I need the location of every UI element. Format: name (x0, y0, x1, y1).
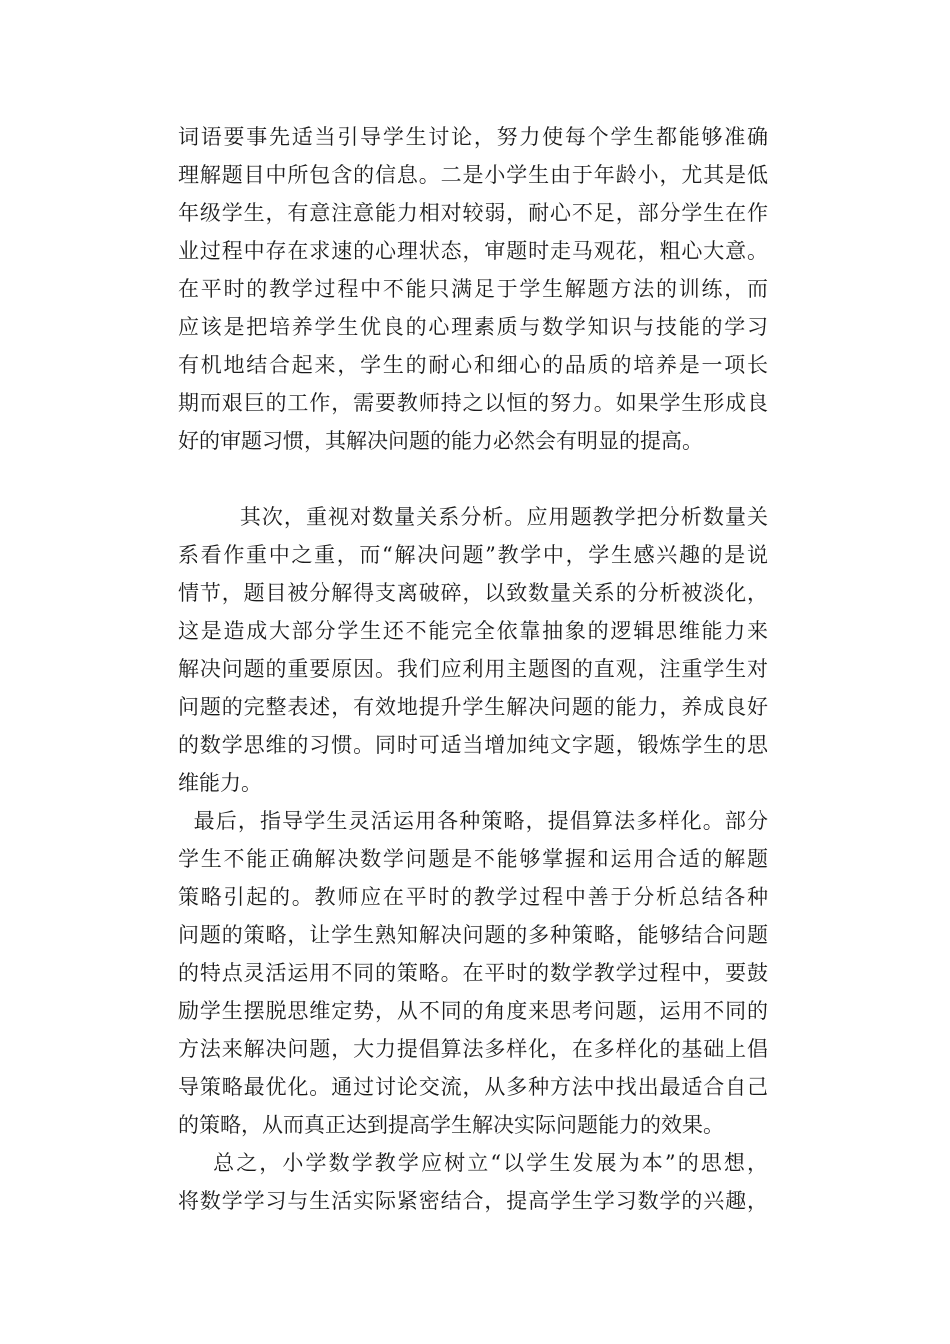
text-line: 的策略，从而真正达到提高学生解决实际问题能力的效果。 (178, 1113, 724, 1137)
text-line: 将数学学习与生活实际紧密结合，提高学生学习数学的兴趣， (178, 1189, 768, 1213)
text-line: 应该是把培养学生优良的心理素质与数学知识与技能的学习 (178, 315, 768, 339)
text-line: 词语要事先适当引导学生讨论，努力使每个学生都能够准确 (178, 125, 768, 149)
text-line: 期而艰巨的工作，需要教师持之以恒的努力。如果学生形成良 (178, 391, 768, 415)
text-line: 策略引起的。教师应在平时的教学过程中善于分析总结各种 (178, 885, 768, 909)
text-line: 年级学生，有意注意能力相对较弱，耐心不足，部分学生在作 (178, 201, 768, 225)
text-line: 学生不能正确解决数学问题是不能够掌握和运用合适的解题 (178, 847, 768, 871)
text-line: 励学生摆脱思维定势，从不同的角度来思考问题，运用不同的 (178, 999, 768, 1023)
text-line: 业过程中存在求速的心理状态，审题时走马观花，粗心大意。 (178, 239, 768, 263)
text-line: 方法来解决问题，大力提倡算法多样化，在多样化的基础上倡 (178, 1037, 768, 1061)
text-line: 总之，小学数学教学应树立“以学生发展为本”的思想， (178, 1151, 768, 1175)
text-line: 的数学思维的习惯。同时可适当增加纯文字题，锻炼学生的思 (178, 733, 768, 757)
text-line: 最后，指导学生灵活运用各种策略，提倡算法多样化。部分 (178, 809, 768, 833)
text-line: 解决问题的重要原因。我们应利用主题图的直观，注重学生对 (178, 657, 768, 681)
paragraph-spacer (178, 460, 768, 498)
text-line: 其次，重视对数量关系分析。应用题教学把分析数量关 (178, 505, 768, 529)
text-line: 有机地结合起来，学生的耐心和细心的品质的培养是一项长 (178, 353, 768, 377)
text-line: 系看作重中之重，而“解决问题”教学中，学生感兴趣的是说 (178, 543, 768, 567)
paragraph-4 (178, 1144, 768, 1220)
text-line: 在平时的教学过程中不能只满足于学生解题方法的训练，而 (178, 277, 768, 301)
paragraph-2 (178, 498, 768, 802)
text-line: 好的审题习惯，其解决问题的能力必然会有明显的提高。 (178, 429, 703, 453)
text-line: 这是造成大部分学生还不能完全依靠抽象的逻辑思维能力来 (178, 619, 768, 643)
document-body (178, 118, 768, 1220)
paragraph-1 (178, 118, 768, 460)
text-line: 情节，题目被分解得支离破碎，以致数量关系的分析被淡化， (178, 581, 768, 605)
text-line: 理解题目中所包含的信息。二是小学生由于年龄小，尤其是低 (178, 163, 768, 187)
text-line: 问题的完整表述，有效地提升学生解决问题的能力，养成良好 (178, 695, 768, 719)
text-line: 导策略最优化。通过讨论交流，从多种方法中找出最适合自己 (178, 1075, 768, 1099)
text-line: 的特点灵活运用不同的策略。在平时的数学教学过程中，要鼓 (178, 961, 768, 985)
text-line: 维能力。 (178, 771, 262, 795)
paragraph-3 (178, 802, 768, 1144)
text-line: 问题的策略，让学生熟知解决问题的多种策略，能够结合问题 (178, 923, 768, 947)
